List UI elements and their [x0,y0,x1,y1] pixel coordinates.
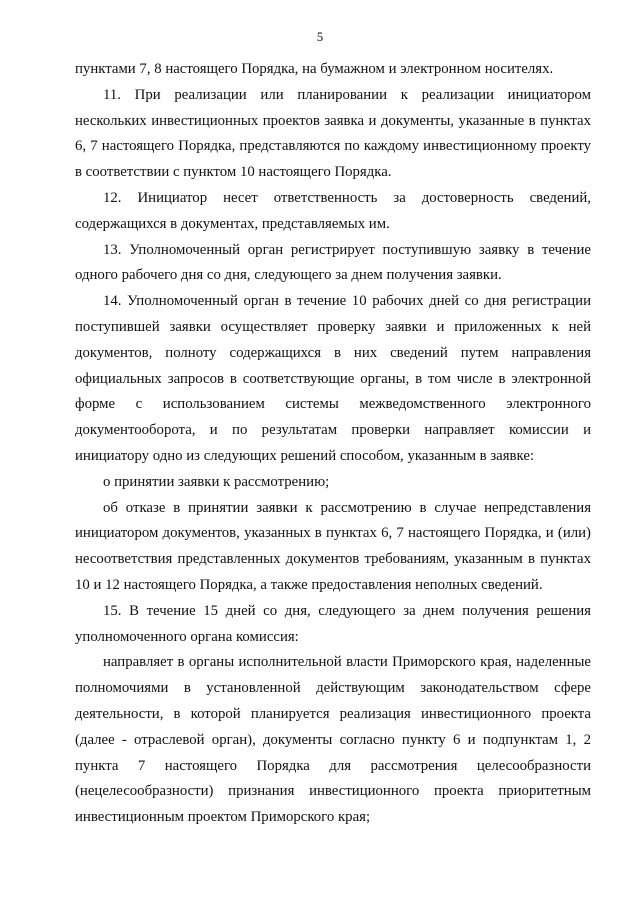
paragraph-line: (далее - отраслевой орган), документы согласно пункту 6 и подпунктам 1, 2 [75,731,591,748]
paragraph [75,470,591,496]
paragraph [75,186,591,238]
paragraph [75,289,591,470]
paragraph-line: 13. Уполномоченный орган регистрирует поступившую заявку в течение [103,241,591,258]
paragraph-line: уполномоченного органа комиссия: [75,628,299,645]
paragraph-line: инициатору одно из следующих решений способом, указанным в заявке: [75,447,535,464]
paragraph [75,650,591,831]
paragraph-line: полномочиями в установленной действующим законодательством сфере [75,680,591,697]
paragraph-line: (нецелесообразности) признания инвестиционного проекта приоритетным [75,783,591,800]
paragraph-line: 12. Инициатор несет ответственность за достоверность сведений, [103,189,591,206]
paragraph-line: деятельности, в которой планируется реализация инвестиционного проекта [75,705,591,722]
paragraph-line: несоответствия представленных документов требованиям, указанным в пунктах [75,551,591,568]
paragraph-line: документов, полноту содержащихся в них сведений путем направления [75,344,591,361]
paragraph-line: нескольких инвестиционных проектов заявка и документы, указанные в пунктах [75,112,591,129]
paragraph-line: одного рабочего дня со дня, следующего за днем получения заявки. [75,267,502,284]
paragraph-line: пункта 7 настоящего Порядка для рассмотрения целесообразности [75,757,591,774]
paragraph-line: направляет в органы исполнительной власти Приморского края, наделенные [103,654,591,671]
paragraph-line: 6, 7 настоящего Порядка, представляются по каждому инвестиционному проекту [75,138,591,155]
paragraph [75,57,591,83]
paragraph-line: инвестиционным проектом Приморского края; [75,809,371,826]
paragraph-line: форме с использованием системы межведомственного электронного [75,396,591,413]
paragraph-line: официальных запросов в соответствующие органы, в том числе в электронной [75,370,591,387]
paragraph-line: инициатором документов, указанных в пунктах 6, 7 настоящего Порядка, и (или) [75,525,591,542]
page-number: 5 [316,30,324,44]
paragraph-line: пунктами 7, 8 настоящего Порядка, на бумажном и электронном носителях. [75,61,554,77]
paragraph [75,238,591,290]
document-body [75,57,591,831]
paragraph [75,599,591,651]
paragraph-line: 15. В течение 15 дней со дня, следующего за днем получения решения [103,602,591,619]
paragraph-line: об отказе в принятии заявки к рассмотрению в случае непредставления [103,499,591,516]
paragraph-line: о принятии заявки к рассмотрению; [103,473,330,490]
paragraph [75,83,591,186]
paragraph-line: 14. Уполномоченный орган в течение 10 рабочих дней со дня регистрации [103,293,591,310]
paragraph-line: в соответствии с пунктом 10 настоящего Порядка. [75,164,392,181]
paragraph-line: 10 и 12 настоящего Порядка, а также предоставления неполных сведений. [75,576,543,593]
paragraph-line: содержащихся в документах, представляемых им. [75,215,390,232]
paragraph [75,496,591,599]
paragraph-line: документооборота, и по результатам проверки направляет комиссии и [75,422,591,439]
paragraph-line: 11. При реализации или планировании к реализации инициатором [103,86,591,103]
paragraph-line: поступившей заявки осуществляет проверку заявки и приложенных к ней [75,318,591,335]
